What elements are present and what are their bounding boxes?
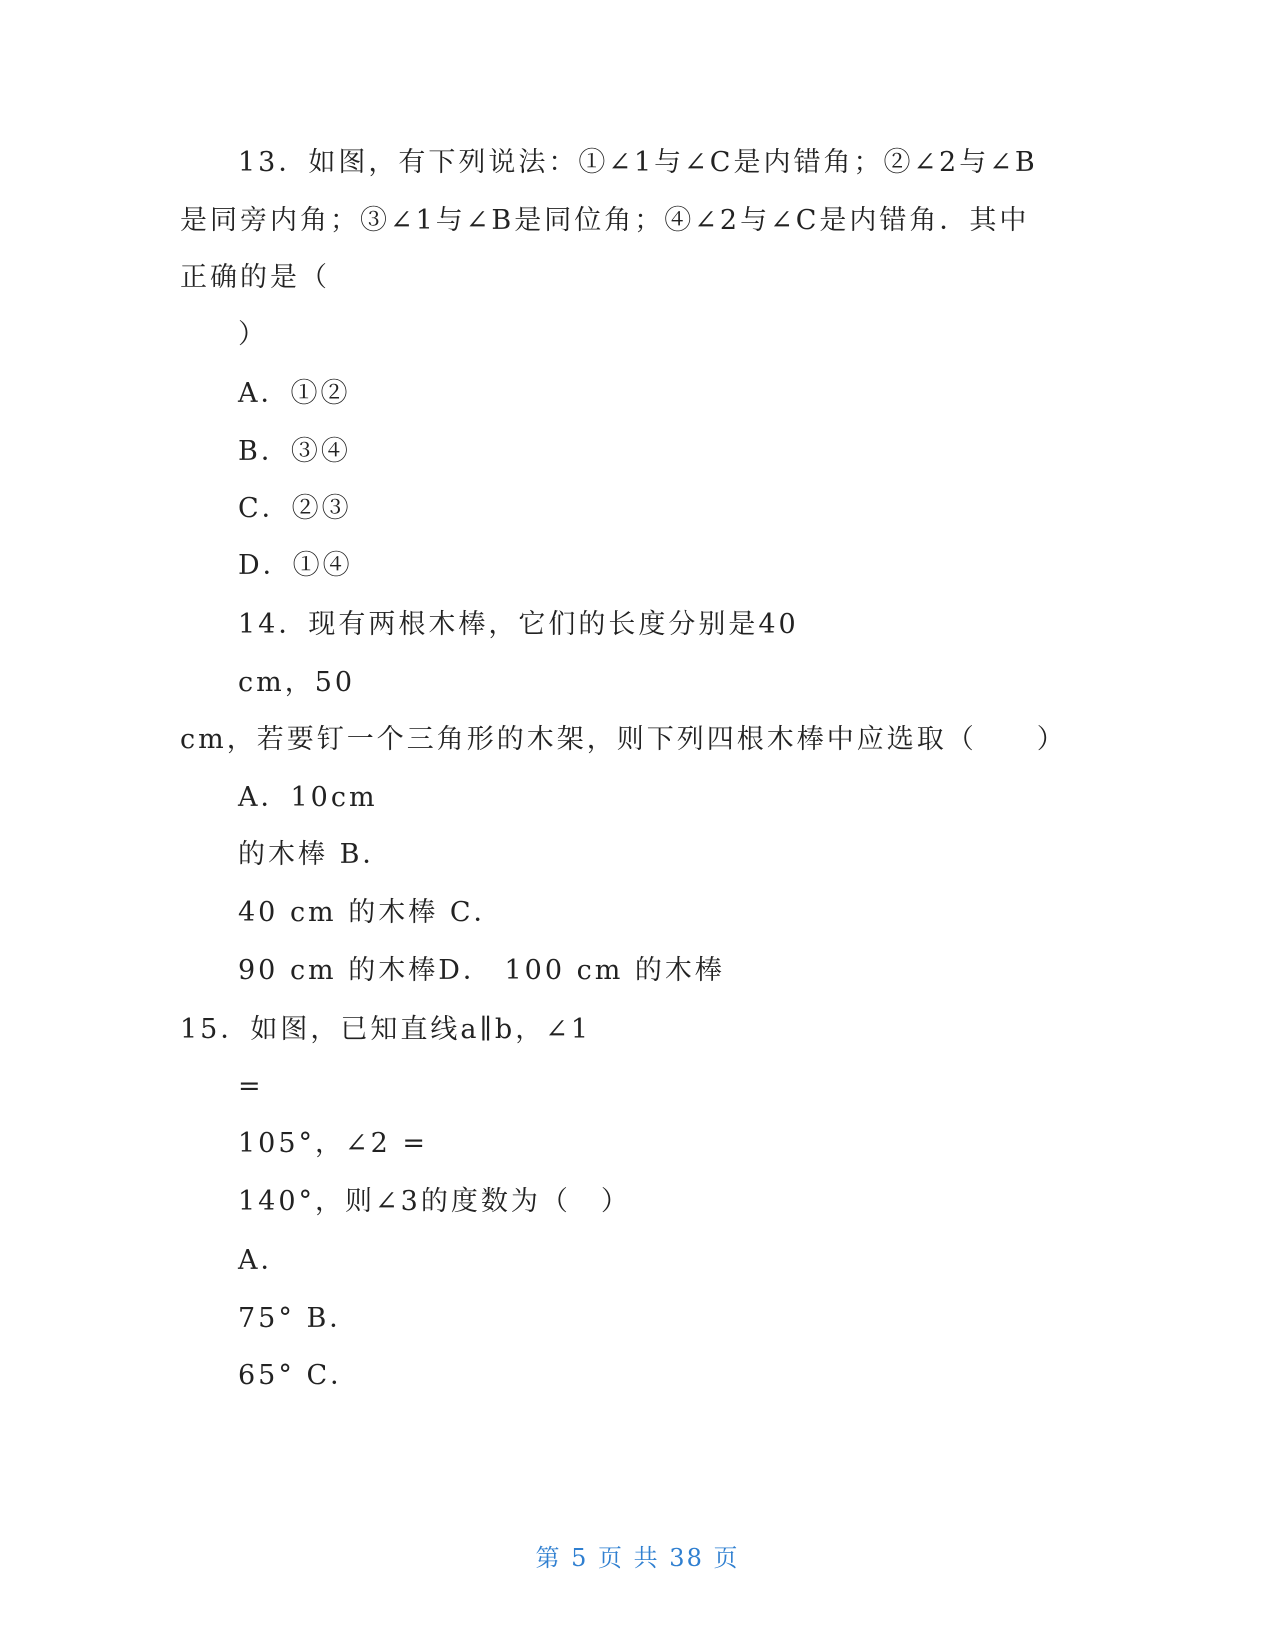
q13-stem-line2: 是同旁内角；③∠1与∠B是同位角；④∠2与∠C是内错角．其中 <box>180 205 1030 236</box>
q14-option-line4: 90 cm 的木棒D． 100 cm 的木棒 <box>238 955 725 986</box>
q13-option-c: C．②③ <box>238 493 352 524</box>
q14-stem-line1: 14．现有两根木棒，它们的长度分别是40 <box>238 609 799 640</box>
q15-stem-line1: 15．如图，已知直线a∥b，∠1 <box>180 1014 592 1045</box>
q15-stem-line2: = <box>238 1071 264 1102</box>
q15-option-line2: 75° B． <box>238 1303 360 1334</box>
q14-stem-line3: cm，若要钉一个三角形的木架，则下列四根木棒中应选取（ ） <box>180 724 1067 755</box>
page-footer: 第 5 页 共 38 页 <box>535 1544 740 1572</box>
q13-stem-line4: ） <box>238 319 268 350</box>
q14-option-line3: 40 cm 的木棒 C． <box>238 897 504 928</box>
q14-option-line2: 的木棒 B． <box>238 839 393 870</box>
q15-option-a: A． <box>238 1245 291 1276</box>
q15-option-line3: 65° C． <box>238 1360 361 1391</box>
q14-stem-line2: cm，50 <box>238 667 356 698</box>
q13-stem-line1: 13．如图，有下列说法：①∠1与∠C是内错角；②∠2与∠B <box>238 147 1038 178</box>
q13-option-a: A．①② <box>238 378 351 409</box>
q13-stem-line3: 正确的是（ <box>180 262 330 293</box>
q14-option-a: A．10cm <box>238 782 378 813</box>
q15-stem-line4: 140°，则∠3的度数为（ ） <box>238 1186 631 1217</box>
q13-option-d: D．①④ <box>238 550 353 581</box>
q13-option-b: B．③④ <box>238 436 351 467</box>
q15-stem-line3: 105°，∠2 = <box>238 1128 429 1159</box>
